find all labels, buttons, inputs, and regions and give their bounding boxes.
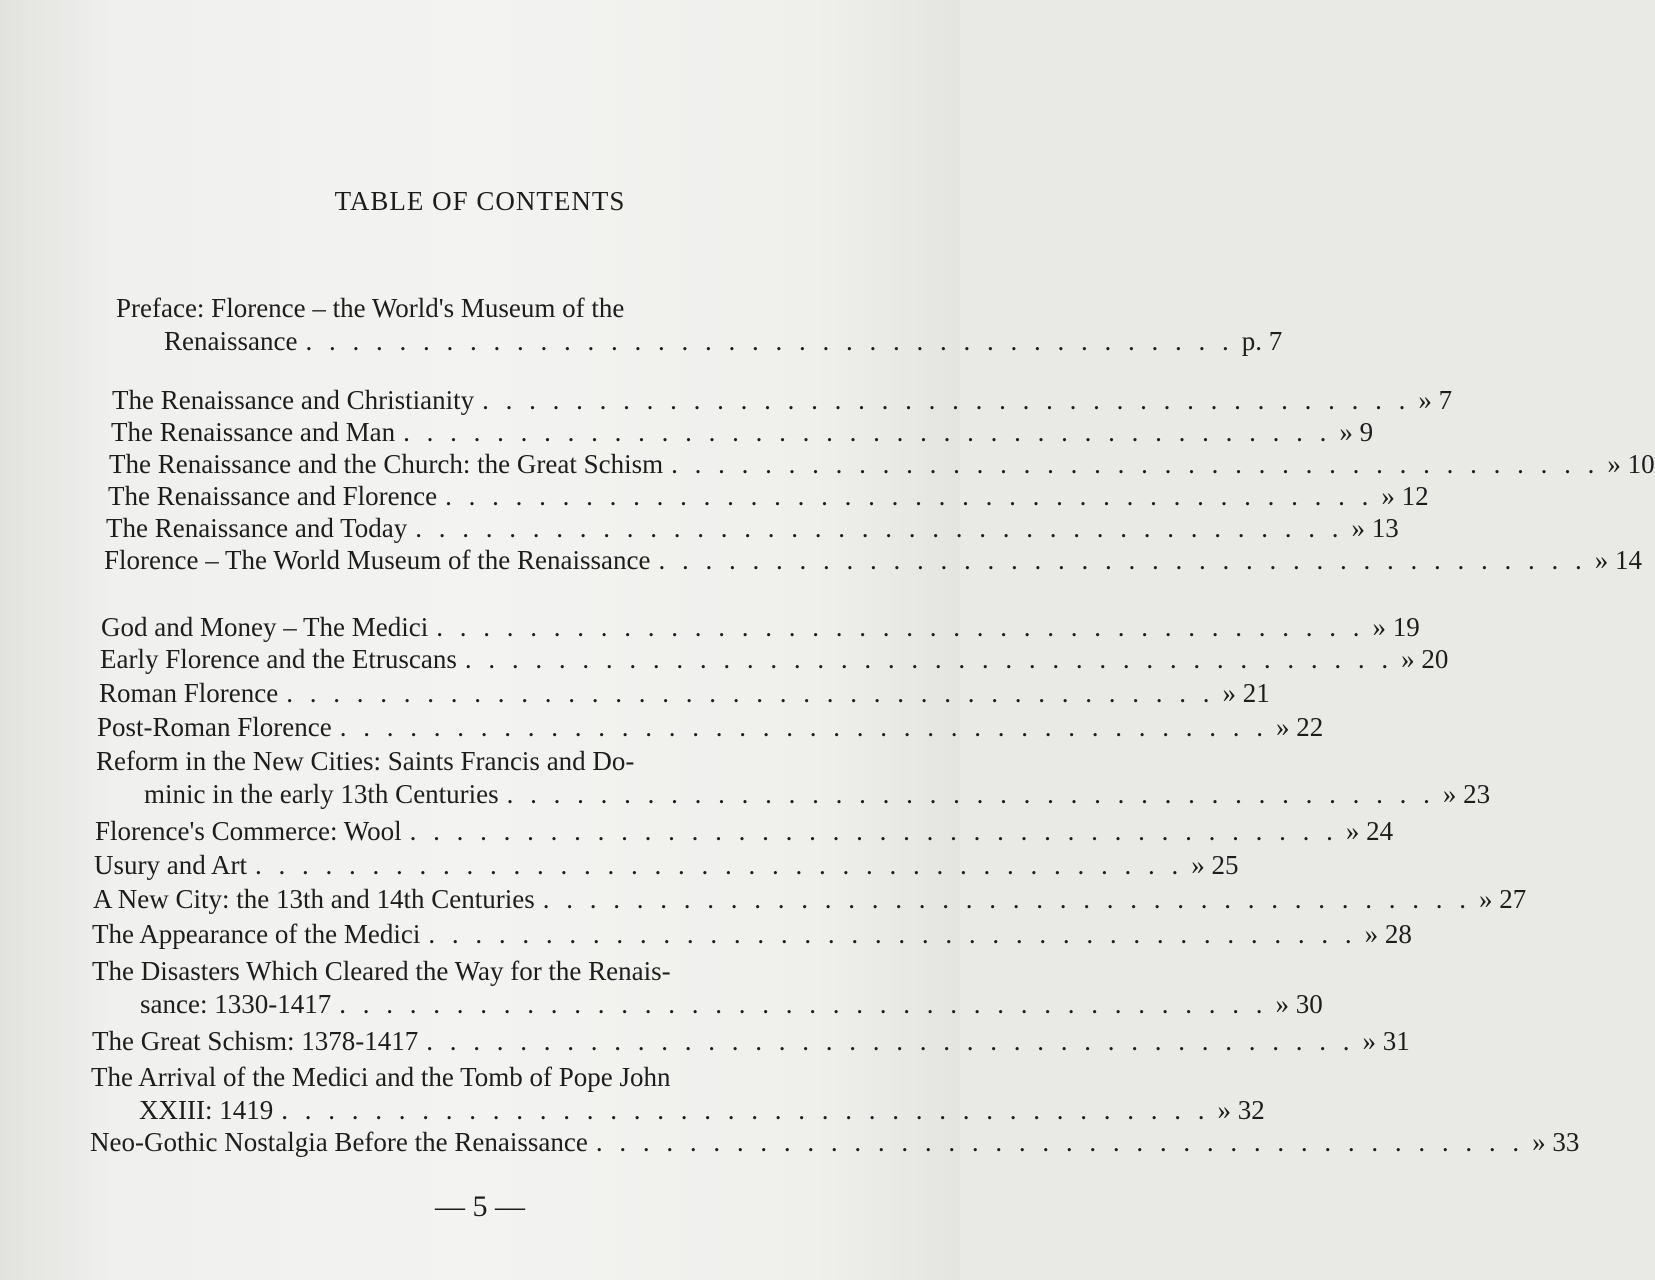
toc-page-number: » 30 [1275,989,1323,1019]
dot-leader: . . . . . . . . . . . . . . . . . . . . . . . . . . . . . . . . . . . . . . . . [426,1026,1355,1056]
dot-leader: . . . . . . . . . . . . . . . . . . . . . . . . . . . . . . . . . . . . . . . . [286,678,1215,708]
toc-page-number: » 20 [1401,644,1449,674]
toc-entry-title: The Renaissance and Florence [108,481,438,511]
toc-entry [100,643,1449,676]
toc-entry [108,480,1429,513]
toc-entry-title: Reform in the New Cities: Saints Francis and Do- [96,746,635,776]
toc-entry [111,416,1374,449]
toc-entry [93,883,1527,916]
toc-entry-title: The Renaissance and Man [111,417,396,447]
dot-leader: . . . . . . . . . . . . . . . . . . . . . . . . . . . . . . . . . . . . . . . . [339,712,1268,742]
dot-leader: . . . . . . . . . . . . . . . . . . . . . . . . . . . . . . . . . . . . . . . . [464,644,1394,674]
toc-page-number: » 7 [1418,385,1453,415]
dot-leader: . . . . . . . . . . . . . . . . . . . . . . . . . . . . . . . . . . . . . . . . [436,612,1365,642]
toc-entry [92,1025,1410,1058]
toc-entry-title: Usury and Art [94,850,247,880]
dot-leader: . . . . . . . . . . . . . . . . . . . . . . . . . . . . . . . . . . . . . . . . [305,326,1234,356]
toc-entry-title: The Renaissance and Today [106,513,408,543]
toc-entry-title: Early Florence and the Etruscans [100,644,457,674]
toc-entry-title: God and Money – The Medici [101,612,429,642]
dot-leader: . . . . . . . . . . . . . . . . . . . . . . . . . . . . . . . . . . . . . . . . [403,417,1332,447]
toc-heading: TABLE OF CONTENTS [334,186,626,216]
toc-entry [106,512,1399,545]
toc-entry-title: The Appearance of the Medici [92,919,421,949]
toc-entry [99,677,1270,710]
toc-entry-title: Renaissance [164,326,298,356]
toc-entry [95,815,1394,848]
toc-entry-title: Preface: Florence – the World's Museum of the [116,293,625,323]
toc-page-number: » 28 [1364,919,1412,949]
dot-leader: . . . . . . . . . . . . . . . . . . . . . . . . . . . . . . . . . . . . . . . . [506,779,1435,809]
toc-entry [96,745,1491,811]
toc-entry-title: The Renaissance and the Church: the Great Schism [109,449,664,479]
toc-page-number: » 27 [1478,884,1527,914]
dot-leader: . . . . . . . . . . . . . . . . . . . . . . . . . . . . . . . . . . . . . . . . [482,385,1411,415]
toc-page-number: p. 7 [1241,326,1283,356]
dot-leader: . . . . . . . . . . . . . . . . . . . . . . . . . . . . . . . . . . . . . . . . [428,919,1357,949]
toc-entry [91,1061,1265,1127]
toc-entry [112,384,1453,417]
toc-page-number: » 22 [1275,712,1324,742]
toc-entry [101,611,1420,644]
toc-page-number: » 10 [1607,449,1655,479]
dot-leader: . . . . . . . . . . . . . . . . . . . . . . . . . . . . . . . . . . . . . . . . [542,884,1471,914]
dot-leader: . . . . . . . . . . . . . . . . . . . . . . . . . . . . . . . . . . . . . . . . [254,850,1184,880]
dot-leader: . . . . . . . . . . . . . . . . . . . . . . . . . . . . . . . . . . . . . . . . [409,816,1338,846]
toc-page-number: » 23 [1442,779,1491,809]
page-number: — 5 — [435,1190,525,1223]
toc-entry-title: Neo-Gothic Nostalgia Before the Renaissance [90,1127,588,1157]
toc-entry [94,849,1239,882]
dot-leader: . . . . . . . . . . . . . . . . . . . . . . . . . . . . . . . . . . . . . . . . [671,449,1600,479]
toc-entry [104,544,1642,577]
toc-entry-title: The Disasters Which Cleared the Way for the Renais- [92,956,671,986]
dot-leader: . . . . . . . . . . . . . . . . . . . . . . . . . . . . . . . . . . . . . . . . [595,1127,1525,1157]
dot-leader: . . . . . . . . . . . . . . . . . . . . . . . . . . . . . . . . . . . . . . . . [339,989,1268,1019]
toc-entry-title: A New City: the 13th and 14th Centuries [93,884,535,914]
dot-leader: . . . . . . . . . . . . . . . . . . . . . . . . . . . . . . . . . . . . . . . . [415,513,1344,543]
toc-page-number: » 9 [1339,417,1374,447]
toc-page-number: » 21 [1222,678,1270,708]
toc-page-number: » 14 [1594,545,1642,575]
dot-leader: . . . . . . . . . . . . . . . . . . . . . . . . . . . . . . . . . . . . . . . . [281,1095,1210,1125]
toc-entry-title: XXIII: 1419 [139,1095,274,1125]
toc-entry-title: Florence – The World Museum of the Renaissance [104,545,651,575]
toc-page-number: » 31 [1362,1026,1410,1056]
toc-page-number: » 24 [1345,816,1394,846]
toc-page-number: » 12 [1381,481,1429,511]
toc-entry-title: The Great Schism: 1378-1417 [92,1026,419,1056]
toc-entry-title: Post-Roman Florence [97,712,332,742]
toc-page-number: » 33 [1532,1127,1580,1157]
toc-page-number: » 25 [1191,850,1239,880]
toc-entry-title: minic in the early 13th Centuries [144,779,499,809]
toc-entry-title: The Renaissance and Christianity [112,385,475,415]
toc-entry [90,1126,1580,1159]
toc-entry-title: sance: 1330-1417 [140,989,332,1019]
toc-page-number: » 13 [1351,513,1399,543]
dot-leader: . . . . . . . . . . . . . . . . . . . . . . . . . . . . . . . . . . . . . . . . [445,481,1374,511]
toc-entry [92,918,1412,951]
dot-leader: . . . . . . . . . . . . . . . . . . . . . . . . . . . . . . . . . . . . . . . . [658,545,1587,575]
toc-entry-title: Florence's Commerce: Wool [95,816,402,846]
toc-entry-title: Roman Florence [99,678,279,708]
toc-entry [97,711,1324,744]
toc-page-number: » 19 [1372,612,1420,642]
toc-page-number: » 32 [1217,1095,1265,1125]
toc-entry-title: The Arrival of the Medici and the Tomb of Pope John [91,1062,671,1092]
toc-entry [116,292,1283,358]
toc-entry [109,448,1655,481]
toc-entry [92,955,1323,1021]
